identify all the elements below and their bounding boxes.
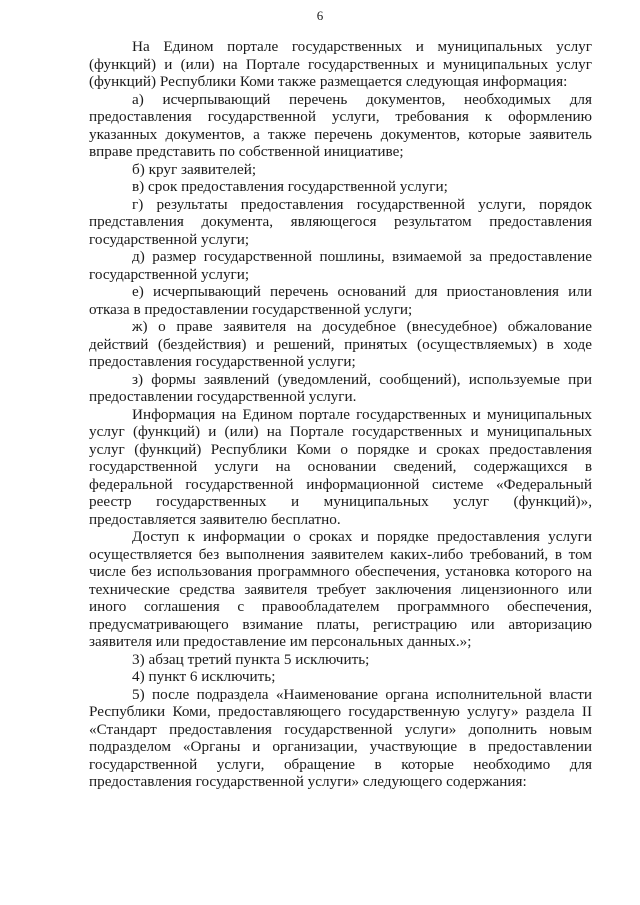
paragraph-intro: На Едином портале государственных и муниципальных услуг (функций) и (или) на Портале государственных и муниципальных услуг (функций) Республики Коми также размещается следующая информация: (89, 38, 592, 90)
amendment-item-4: 4) пункт 6 исключить; (132, 668, 276, 685)
list-item-e: е) исчерпывающий перечень оснований для приостановления или отказа в предоставлении государственной услуги; (89, 283, 592, 318)
list-item-a: а) исчерпывающий перечень документов, необходимых для предоставления государственной услуги, требования к оформлению указанных документов, а также перечень документов, которые заявитель вправе представить по собственной инициативе; (89, 90, 592, 160)
list-item-b: б) круг заявителей; (132, 160, 257, 178)
page-number: 6 (316, 8, 324, 23)
list-item-z: з) формы заявлений (уведомлений, сообщений), используемые при предоставлении государственной услуги. (89, 370, 592, 405)
list-item-d: д) размер государственной пошлины, взимаемой за предоставление государственной услуги; (89, 248, 592, 283)
list-item-g: г) результаты предоставления государственной услуги, порядок представления документа, являющегося результатом предоставления государственной услуги; (89, 195, 592, 248)
amendment-item-5: 5) после подраздела «Наименование органа исполнительной власти Республики Коми, предоставляющего государственную услугу» раздела II «Стандарт предоставления государственной услуги» дополнить новым подразделом «Органы и организации, участвующие в предоставлении государственной услуги, обращение в которые необходимо для предоставления государственной услуги» следующего содержания: (89, 685, 592, 790)
paragraph-information: Информация на Едином портале государственных и муниципальных услуг (функций) и (или) на Портале государственных и муниципальных услуг (функций) Республики Коми о порядке и сроках предоставления государственной услуги на основании сведений, содержащихся в федеральной государственной информационной системе «Федеральный реестр государственных и муниципальных услуг (функций)», предоставляется заявителю бесплатно. (89, 405, 592, 528)
document-body (89, 38, 592, 791)
amendment-item-3: 3) абзац третий пункта 5 исключить; (132, 650, 370, 668)
paragraph-access: Доступ к информации о сроках и порядке предоставления услуги осуществляется без выполнения заявителем каких-либо требований, в том числе без использования программного обеспечения, установка которого на технические средства заявителя требует заключения лицензионного или иного соглашения с правообладателем программного обеспечения, предусматривающего взимание платы, регистрацию или авторизацию заявителя или предоставление им персональных данных.»; (89, 528, 592, 650)
list-item-zh: ж) о праве заявителя на досудебное (внесудебное) обжалование действий (бездействия) и решений, принятых (осуществляемых) в ходе предоставления государственной услуги; (89, 318, 592, 370)
list-item-v: в) срок предоставления государственной услуги; (132, 178, 448, 195)
